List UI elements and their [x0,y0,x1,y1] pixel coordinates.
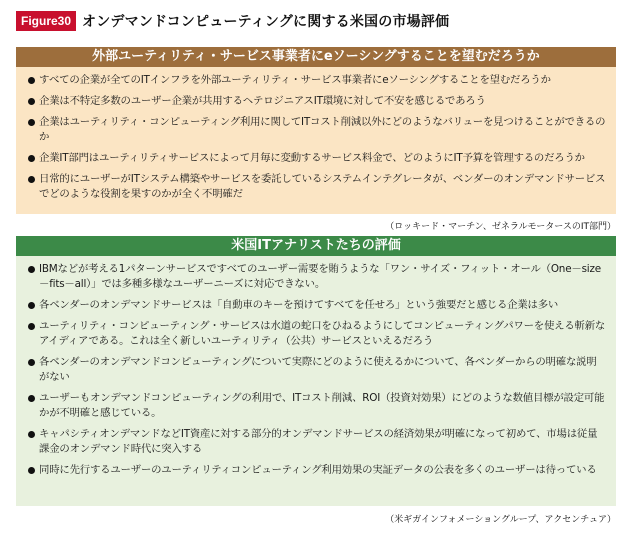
bullet-icon [28,431,35,438]
bullet-icon [28,98,35,105]
list-item-text: ユーティリティ・コンピューティング・サービスは水道の蛇口をひねるようにしてコンピューティングパワーを使える斬新なアイディアである。これは全く新しいユーティリティ（公共）サービスといえるだろう [39,320,606,347]
list-item [28,463,606,478]
list-item [28,172,606,202]
analyst-source: （米ギガインフォメーショングループ、アクセンチュア） [385,515,616,525]
list-item [28,151,606,166]
list-item-text: 各ベンダーのオンデマンドサービスは「自動車のキーを預けてすべてを任せろ」という強要だと感じる企業は多い [39,299,559,311]
list-item [28,355,606,385]
list-item-text: 各ベンダーのオンデマンドコンピューティングについて実際にどのように使えるかについて、各ベンダーからの明確な説明がない [39,356,597,383]
list-item [28,298,606,313]
bullet-icon [28,395,35,402]
bullet-icon [28,266,35,273]
bullet-icon [28,323,35,330]
list-item-text: 企業IT部門はユーティリティサービスによって月毎に変動するサービス料金で、どのようにIT予算を管理するのだろうか [39,152,585,164]
analyst-panel [16,236,616,506]
list-item [28,94,606,109]
bullet-icon [28,359,35,366]
bullet-icon [28,302,35,309]
concerns-panel [16,47,616,214]
list-item-text: 企業はユーティリティ・コンピューティング利用に関してITコスト削減以外にどのようなバリューを見つけることができるのか [39,116,606,143]
list-item [28,319,606,349]
bullet-icon [28,176,35,183]
bullet-icon [28,155,35,162]
list-item [28,427,606,457]
list-item [28,391,606,421]
bullet-icon [28,467,35,474]
list-item-text: 同時に先行するユーザーのユーティリティコンピューティング利用効果の実証データの公表を多くのユーザーは待っている [39,464,597,476]
figure-header [16,10,449,32]
figure-title: オンデマンドコンピューティングに関する米国の市場評価 [82,14,450,30]
list-item [28,115,606,145]
concerns-panel-body [16,67,616,214]
list-item-text: 日常的にユーザーがITシステム構築やサービスを委託しているシステムインテグレータが、ベンダーのオンデマンドサービスでどのような役割を果すのかが全く不明確だ [39,173,606,200]
list-item-text: IBMなどが考える1パターンサービスですべてのユーザー需要を賄うような「ワン・サイズ・フィット・オール（One－size－fits－all）」では多種多様なユーザーニーズに対応できない。 [39,263,601,290]
concerns-source: （ロッキード・マーチン、ゼネラルモータースのIT部門） [385,222,616,232]
list-item-text: 企業は不特定多数のユーザー企業が共用するヘテロジニアスIT環境に対して不安を感じるであろう [39,95,486,107]
analyst-panel-title: 米国ITアナリストたちの評価 [16,236,616,256]
bullet-icon [28,77,35,84]
list-item-text: すべての企業が全てのITインフラを外部ユーティリティ・サービス事業者にeソーシングすることを望むだろうか [39,74,551,86]
list-item-text: ユーザーもオンデマンドコンピューティングの利用で、ITコスト削減、ROI（投資対効果）にどのような数値目標が設定可能かが不明確と感じている。 [39,392,605,419]
analyst-panel-body [16,256,616,506]
list-item [28,73,606,88]
concerns-panel-title: 外部ユーティリティ・サービス事業者にeソーシングすることを望むだろうか [16,47,616,67]
figure-badge: Figure30 [16,11,76,31]
list-item [28,262,606,292]
list-item-text: キャパシティオンデマンドなどIT資産に対する部分的オンデマンドサービスの経済効果が明確になって初めて、市場は従量課金のオンデマンド時代に突入する [39,428,598,455]
bullet-icon [28,119,35,126]
